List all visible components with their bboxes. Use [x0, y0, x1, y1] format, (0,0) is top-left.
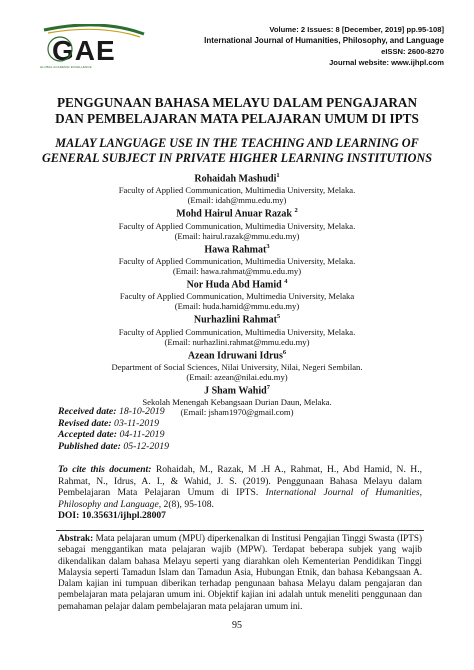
author-name: Nor Huda Abd Hamid $^4$: [186, 277, 288, 291]
gae-logo-icon: [40, 24, 150, 70]
author-name: Mohd Hairul Anuar Razak $^2$: [176, 207, 298, 220]
abstract-label: Abstrak:: [58, 533, 94, 543]
citation-journal: International Journal of Humanities, Philosophy and Language,: [58, 487, 423, 510]
journal-website[interactable]: Journal website: www.ijhpl.com: [329, 58, 444, 67]
author-affiliation: Faculty of Applied Communication, Multimedia University, Melaka.: [118, 255, 356, 266]
journal-logo: [40, 24, 150, 70]
abstract-text: Mata pelajaran umum (MPU) diperkenalkan di Institusi Pengajian Tinggi Swasta (IPTS) sebagai menggantikan mata pelajaran wajib (MPW). Terdapat beberapa subjek yang wajib dikendalikan dalam bahasa Melayu seperti yang diarahkan oleh Kementerian Pendidikan Tinggi Malaysia seperti Tamadun Islam dan Tamadun Asia, Hubungan Etnik, dan bahasa Kebangsaan A. Dalam kajian ini tumpuan diberikan terhadap pengunaan bahasa Melayu dalam pengajaran dan pembelajaran mata pelajaran umum ini. Objektif kajian ini adalah untuk meneliti penggunaan dan pemahaman pelajar dalam pembelajaran mata pelajaran umum ini.: [58, 533, 422, 611]
author-name: J Sham Wahid$^7$: [204, 383, 270, 397]
received-date: Received date: 18-10-2019: [58, 406, 165, 417]
revised-date: Revised date: 03-11-2019: [58, 417, 160, 429]
author-affiliation: Faculty of Applied Communication, Multimedia University, Melaka: [119, 291, 355, 302]
author-email: (Email: azean@nilai.edu.my): [186, 371, 288, 382]
citation-block: [58, 464, 422, 522]
accepted-date: Accepted date: 04-11-2019: [58, 429, 165, 440]
author-email: (Email: nurhazlini.rahmat@mmu.edu.my): [164, 336, 310, 347]
author-email: (Email: jsham1970@gmail.com): [180, 407, 294, 418]
citation-volume-pages: 2(8), 95-108.: [163, 498, 214, 510]
title-english: [30, 136, 444, 166]
author-name: Hawa Rahmat$^3$: [204, 242, 270, 255]
doi-link[interactable]: 10.35631/ijhpl.28007: [81, 510, 166, 521]
eissn: eISSN: 2600-8270: [381, 47, 444, 56]
svg-text:GAE: GAE: [52, 35, 116, 66]
author-entry: [30, 170, 444, 205]
author-affiliation: Faculty of Applied Communication, Multimedia University, Melaka.: [118, 326, 356, 337]
doi-line: DOI: 10.35631/ijhpl.28007: [58, 510, 166, 521]
journal-header: [0, 0, 474, 78]
author-email: (Email: idah@mmu.edu.my): [187, 195, 287, 206]
author-list: [30, 170, 444, 417]
title-english-line-1: MALAY LANGUAGE USE IN THE TEACHING AND LEARNING OF: [55, 136, 419, 150]
divider: [56, 530, 424, 531]
author-entry: [30, 347, 444, 382]
author-affiliation: Sekolah Menengah Kebangsaan Durian Daun, Melaka.: [142, 397, 332, 408]
author-affiliation: Department of Social Sciences, Nilai University, Nilai, Negeri Sembilan.: [111, 361, 363, 372]
title-block: [30, 95, 444, 166]
author-email: (Email: hawa.rahmat@mmu.edu.my): [172, 265, 302, 276]
title-malay-line-2: DAN PEMBELAJARAN MATA PELAJARAN UMUM DI IPTS: [55, 111, 419, 126]
logo-caption: GLOBAL ACADEMIC EXCELLENCE: [40, 65, 92, 69]
author-entry: [30, 276, 444, 311]
title-malay: [30, 95, 444, 127]
author-affiliation: Faculty of Applied Communication, Multimedia University, Melaka.: [118, 185, 356, 196]
author-entry: [30, 205, 444, 240]
author-entry: [30, 311, 444, 346]
article-dates: [58, 406, 169, 452]
citation-label: To cite this document:: [58, 464, 152, 475]
author-email: (Email: hairul.razak@mmu.edu.my): [174, 230, 300, 241]
author-name: Rohaidah Mashudi$^1$: [194, 172, 280, 185]
author-email: (Email: huda.hamid@mmu.edu.my): [174, 301, 300, 312]
page-number: 95: [232, 620, 242, 631]
author-affiliation: Faculty of Applied Communication, Multimedia University, Melaka.: [118, 220, 356, 231]
journal-name: International Journal of Humanities, Philosophy, and Language: [204, 36, 444, 45]
title-english-line-2: GENERAL SUBJECT IN PRIVATE HIGHER LEARNING INSTITUTIONS: [41, 151, 433, 165]
volume-line: Volume: 2 Issues: 8 [December, 2019] pp.95-108]: [269, 25, 444, 34]
abstract: [58, 533, 422, 612]
journal-meta: [204, 24, 444, 68]
published-date: Published date: 05-12-2019: [58, 440, 170, 452]
author-name: Nurhazlini Rahmat$^5$: [193, 313, 281, 326]
title-malay-line-1: PENGGUNAAN BAHASA MELAYU DALAM PENGAJARAN: [57, 95, 417, 110]
author-entry: [30, 241, 444, 276]
citation-text: Rohaidah, M., Razak, M .H A., Rahmat, H., Abd Hamid, N. H., Rahmat, N., Idrus, A. I., & Wahid, J. S. (2019). Penggunaan Bahasa Melayu dalam Pembelajaran Mata Pelajaran Umum di IPTS.: [58, 464, 422, 498]
author-name: Azean Idruwani Idrus$^6$: [187, 348, 287, 361]
